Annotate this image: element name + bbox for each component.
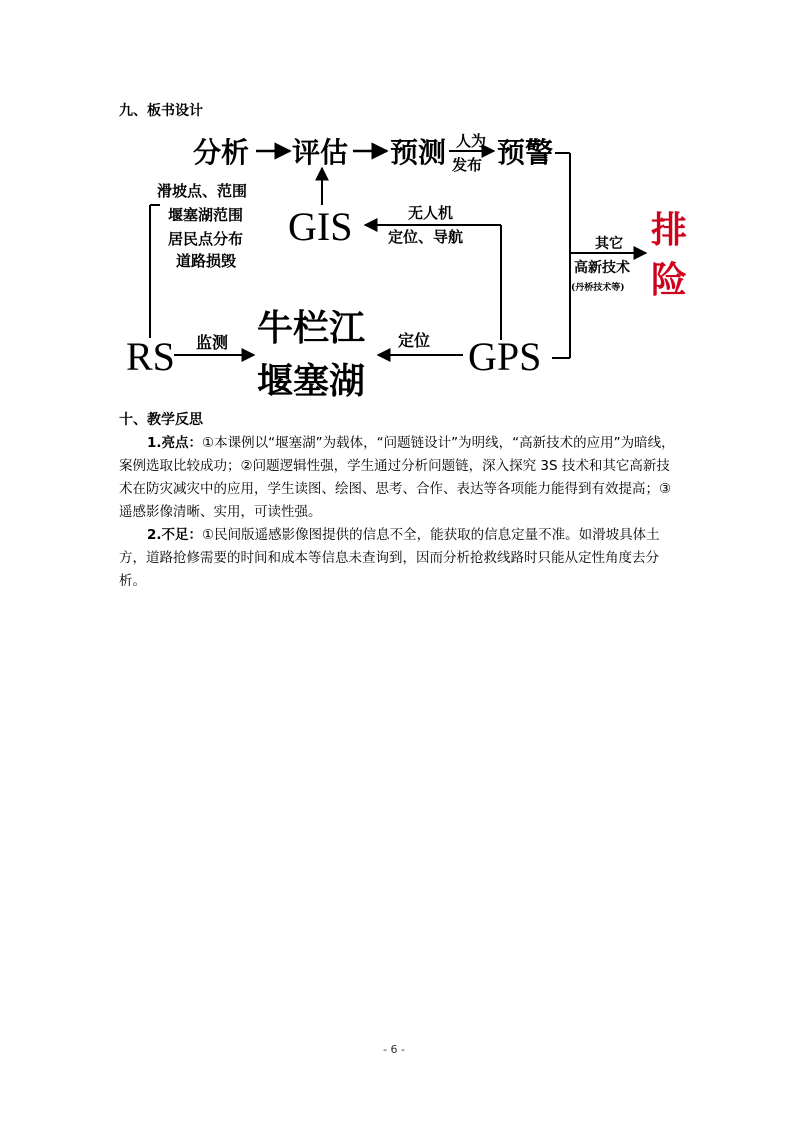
flow-warn: 预警 xyxy=(497,136,554,169)
arrow-label-human: 人为 xyxy=(456,132,487,150)
center-title-2: 堰塞湖 xyxy=(257,360,366,402)
flow-evaluate: 评估 xyxy=(292,136,349,169)
other-tech-2: 高新技术 xyxy=(574,260,630,276)
reflection-body xyxy=(119,432,679,593)
highlight-paragraph xyxy=(119,432,679,524)
center-title-1: 牛栏江 xyxy=(257,307,366,349)
gis-info-3: 居民点分布 xyxy=(168,230,244,248)
result-char-1: 排 xyxy=(651,209,688,251)
section9-heading: 九、板书设计 xyxy=(119,103,203,119)
rs-label: RS xyxy=(126,334,175,379)
highlight-text: ①本课例以“堰塞湖”为载体，“问题链设计”为明线，“高新技术的应用”为暗线，案例选取比较成功；②问题逻辑性强，学生通过分析问题链，深入探究 3S 技术和其它高新技术在防灾减灾中的应用，学生读图、绘图、思考、合作、表达等各项能力能得到有效提高；③遥感影像清晰、实用，可读性强。 xyxy=(119,435,675,520)
gis-info-2: 堰塞湖范围 xyxy=(168,206,244,224)
drone-label: 无人机 xyxy=(408,204,454,222)
other-tech-note: (丹桥技术等) xyxy=(571,283,625,293)
drone-nav-label: 定位、导航 xyxy=(388,228,464,246)
arrow-label-release: 发布 xyxy=(452,156,483,174)
gis-info-4: 道路损毁 xyxy=(176,252,237,270)
highlight-label: 1.亮点： xyxy=(147,435,203,451)
page-number: - 6 - xyxy=(383,1043,405,1056)
flow-analyze: 分析 xyxy=(193,136,250,169)
shortcoming-text: ①民间版遥感影像图提供的信息不全，能获取的信息定量不准。如滑坡具体土方，道路抢修需要的时间和成本等信息未查询到，因而分析抢救线路时只能从定性角度去分析。 xyxy=(119,527,660,589)
gps-label: GPS xyxy=(468,334,542,379)
result-char-2: 险 xyxy=(651,259,688,301)
monitor-label: 监测 xyxy=(196,333,229,352)
gis-info-1: 滑坡点、范围 xyxy=(157,182,248,200)
shortcoming-label: 2.不足： xyxy=(147,527,203,543)
locate-label: 定位 xyxy=(398,331,431,350)
other-tech-1: 其它 xyxy=(595,236,623,252)
shortcoming-paragraph xyxy=(119,524,679,593)
flow-predict: 预测 xyxy=(390,136,447,169)
section10-heading: 十、教学反思 xyxy=(119,412,203,428)
gis-label: GIS xyxy=(288,204,353,249)
board-diagram xyxy=(0,0,794,420)
